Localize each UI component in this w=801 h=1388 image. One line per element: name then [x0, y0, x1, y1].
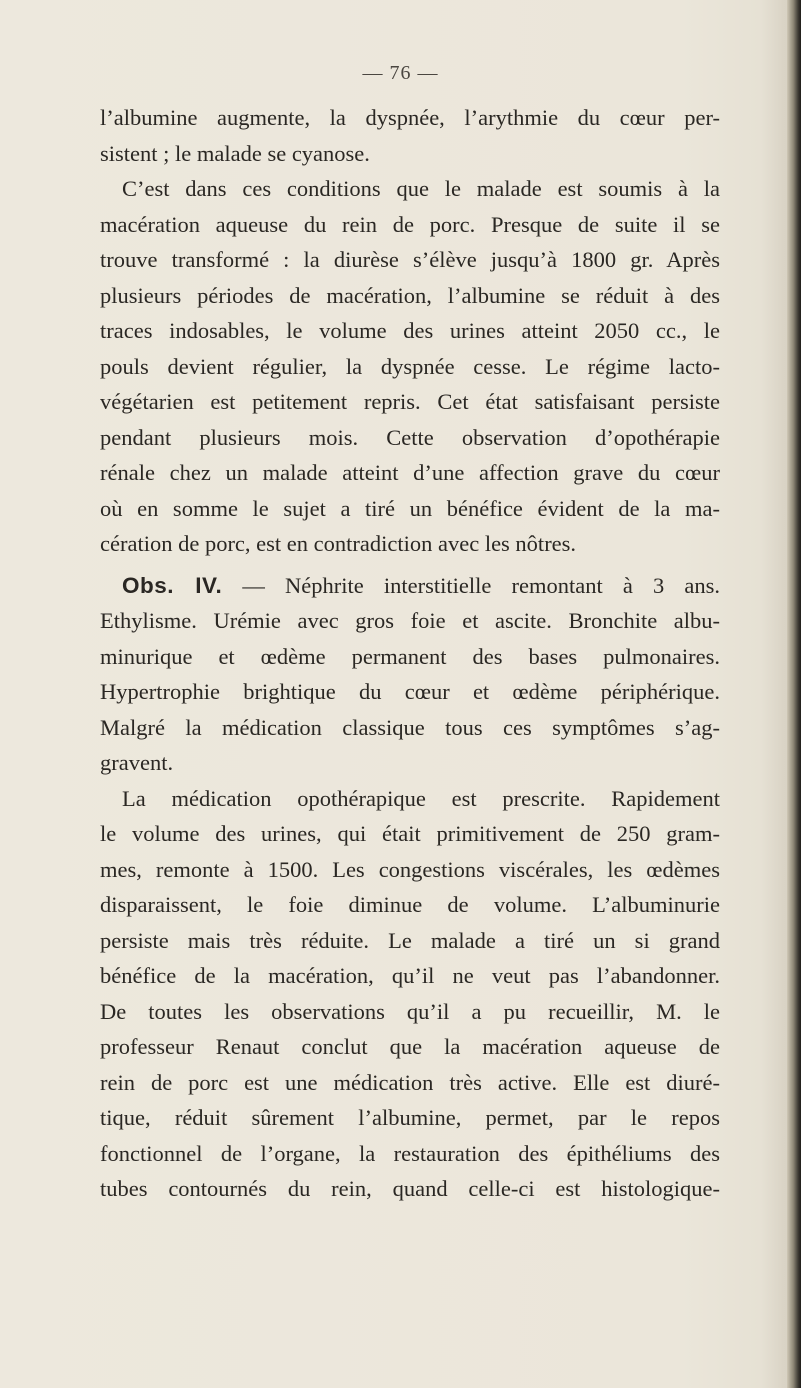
text-line: tubes contournés du rein, quand celle-ci est histologique- [100, 1176, 720, 1201]
text-line: bénéfice de la macération, qu’il ne veut pas l’abandonner. [100, 963, 720, 988]
text-line: persiste mais très réduite. Le malade a tiré un si grand [100, 927, 720, 953]
page-binding-edge [787, 0, 801, 1388]
text-line: disparaissent, le foie diminue de volume. L’albuminurie [100, 892, 720, 917]
text-line: La médication opothérapique est prescrite. Rapidement [122, 785, 720, 811]
text-line: professeur Renaut conclut que la macération aqueuse de [100, 1034, 720, 1059]
body-text [100, 100, 720, 1207]
observation-iv [100, 568, 720, 781]
observation-label: Obs. IV. [122, 572, 223, 598]
text-line: Hypertrophie brightique du cœur et œdème périphérique. [100, 679, 720, 704]
text-line: végétarien est petitement repris. Cet état satisfaisant persiste [100, 389, 720, 414]
paragraph-3 [100, 781, 720, 1207]
text-line: pouls devient régulier, la dyspnée cesse. Le régime lacto- [100, 353, 720, 379]
text-line: De toutes les observations qu’il a pu recueillir, M. le [100, 998, 720, 1024]
text-line: cération de porc, est en contradiction avec les nôtres. [100, 531, 577, 556]
text-line: Ethylisme. Urémie avec gros foie et ascite. Bronchite albu- [100, 608, 720, 633]
text-line: rein de porc est une médication très active. Elle est diuré- [100, 1069, 720, 1095]
text-line: le volume des urines, qui était primitivement de 250 gram- [100, 821, 720, 846]
page-number: — 76 — [362, 62, 439, 84]
text-line: sistent ; le malade se cyanose. [100, 140, 370, 166]
text-line: fonctionnel de l’organe, la restauration des épithéliums des [100, 1140, 720, 1166]
text-line: mes, remonte à 1500. Les congestions viscérales, les œdèmes [100, 856, 720, 882]
text-line: tique, réduit sûrement l’albumine, permet, par le repos [100, 1105, 720, 1130]
text-line: l’albumine augmente, la dyspnée, l’arythmie du cœur per- [100, 105, 720, 130]
text-line: rénale chez un malade atteint d’une affection grave du cœur [100, 460, 720, 485]
paragraph-2 [100, 171, 720, 562]
text-line: Malgré la médication classique tous ces symptômes s’ag- [100, 714, 720, 740]
text-line: gravent. [100, 750, 174, 775]
observation-heading-text: — Néphrite interstitielle remontant à 3 ans. [242, 572, 721, 598]
text-line: C’est dans ces conditions que le malade est soumis à la [122, 176, 720, 201]
text-line: où en somme le sujet a tiré un bénéfice évident de la ma- [100, 495, 720, 521]
paragraph-1 [100, 100, 720, 171]
text-line: macération aqueuse du rein de porc. Presque de suite il se [100, 211, 720, 237]
text-line: plusieurs périodes de macération, l’albumine se réduit à des [100, 282, 720, 308]
observation-first-line [100, 568, 720, 604]
text-line: minurique et œdème permanent des bases pulmonaires. [100, 643, 720, 669]
text-line: trouve transformé : la diurèse s’élève jusqu’à 1800 gr. Après [100, 247, 720, 272]
text-line: traces indosables, le volume des urines atteint 2050 cc., le [100, 318, 720, 343]
text-line: pendant plusieurs mois. Cette observation d’opothérapie [100, 424, 720, 450]
